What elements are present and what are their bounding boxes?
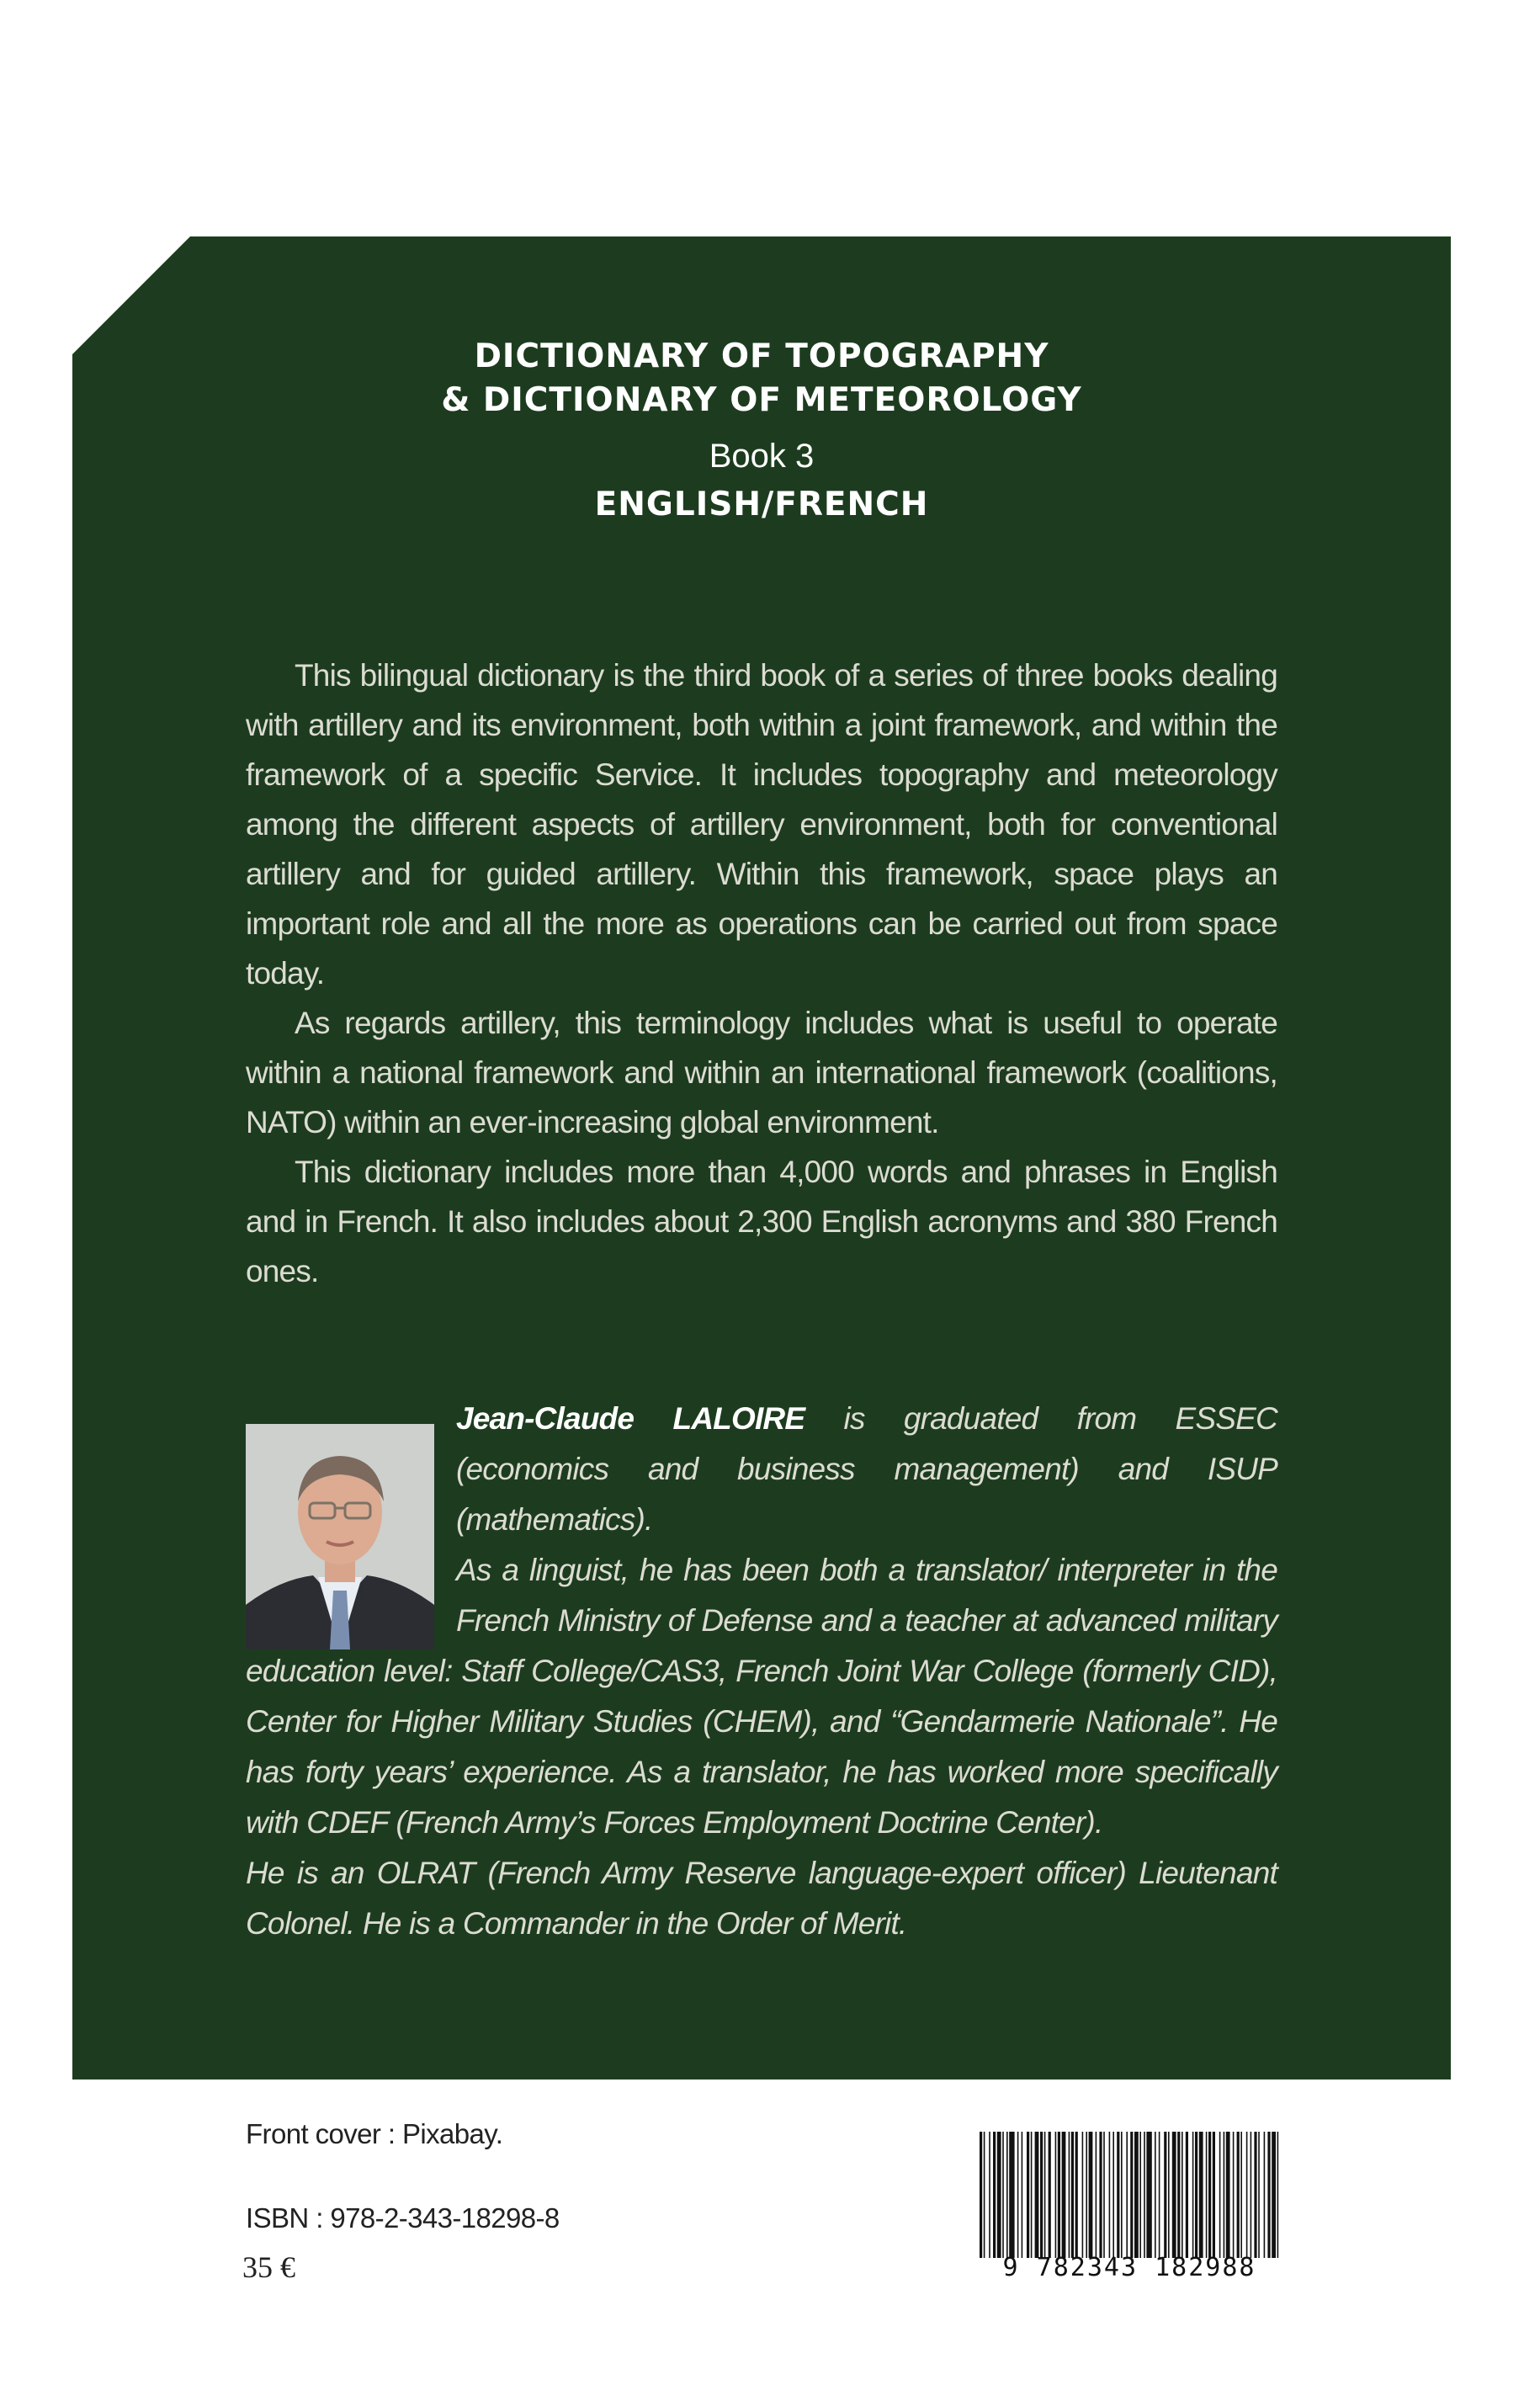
barcode-bar (1082, 2132, 1084, 2258)
barcode-bar (1277, 2132, 1279, 2258)
barcode-bar (1177, 2132, 1180, 2258)
barcode-bar (1272, 2132, 1276, 2258)
barcode-bar (1017, 2132, 1019, 2258)
barcode-bar (1113, 2132, 1114, 2258)
title-block (72, 335, 1451, 527)
barcode-bar (1086, 2132, 1087, 2258)
barcode-bar (1134, 2132, 1139, 2258)
description-paragraph-1: This bilingual dictionary is the third book of a series of three books dealing with artillery and its environment, both within a joint framework, and within the framework of a specific Service. It includes topography and meteorology among the different aspects of artillery environment, both for conventional artillery and for guided artillery. Within this framework, space plays an important role and all the more as operations can be carried out from space today. (246, 658, 1277, 991)
description (246, 651, 1277, 1296)
barcode-bar (1035, 2132, 1039, 2258)
barcode-bar (1213, 2132, 1215, 2258)
barcode-bar (1040, 2132, 1043, 2258)
barcode-bar (989, 2132, 990, 2258)
barcode-bar (1246, 2132, 1248, 2258)
barcode-bar (1224, 2132, 1225, 2258)
description-paragraph-3: This dictionary includes more than 4,000 words and phrases in English and in French. It also includes about 2,300 English acronyms and 380 French ones. (246, 1155, 1277, 1288)
barcode-bar (1186, 2132, 1188, 2258)
barcode-bar (1117, 2132, 1119, 2258)
title-line-2: & DICTIONARY OF METEOROLOGY (441, 381, 1082, 419)
barcode-bar (1049, 2132, 1051, 2258)
barcode-bar (1071, 2132, 1074, 2258)
barcode-bar (1022, 2132, 1023, 2258)
barcode-bar (1096, 2132, 1097, 2258)
author-bio-paragraph-2: As a linguist, he has been both a translator/ interpreter in the French Ministry of Defense and a teacher at advanced military education level: Staff College/CAS3, French Joint War College (formerly CID), Center for Higher Military Studies (CHEM), and “Gendarmerie Nationale”. He has forty years’ experience. As a translator, he has worked more specifically with CDEF (French Army’s Forces Employment Doctrine Center). (246, 1553, 1277, 1840)
author-name: Jean-Claude LALOIRE (456, 1401, 805, 1436)
barcode-bar (1199, 2132, 1203, 2258)
barcode-bar (1006, 2132, 1008, 2258)
barcode-bar (1009, 2132, 1014, 2258)
barcode-bar (1155, 2132, 1156, 2258)
barcode-bar (1062, 2132, 1066, 2258)
barcode-bar (1264, 2132, 1266, 2258)
barcode-bar (1233, 2132, 1235, 2258)
author-bio-paragraph-3: He is an OLRAT (French Army Reserve language-expert officer) Lieutenant Colonel. He is a Commander in the Order of Merit. (246, 1856, 1277, 1941)
barcode-bar (1055, 2132, 1057, 2258)
barcode-bar (984, 2132, 985, 2258)
barcode-bar (1226, 2132, 1230, 2258)
barcode-bar (1251, 2132, 1252, 2258)
barcode-bar (1164, 2132, 1166, 2258)
barcode-bar (1168, 2132, 1170, 2258)
barcode-bar (1159, 2132, 1160, 2258)
barcode-bar (1002, 2132, 1004, 2258)
barcode-bar (1144, 2132, 1145, 2258)
barcode-bar (1099, 2132, 1102, 2258)
barcode-bar (1195, 2132, 1197, 2258)
isbn: ISBN : 978-2-343-18298-8 (246, 2202, 560, 2234)
barcode-bar (1103, 2132, 1105, 2258)
barcode-bar (1058, 2132, 1060, 2258)
barcode-bar (997, 2132, 1001, 2258)
barcode-bar (1044, 2132, 1046, 2258)
cover-credit: Front cover : Pixabay. (246, 2118, 503, 2149)
description-paragraph-2: As regards artillery, this terminology includes what is useful to operate within a national framework and within an international framework (coalitions, NATO) within an ever-increasing global environment. (246, 1006, 1277, 1139)
book-number: Book 3 (709, 438, 815, 475)
barcode-bar (1240, 2132, 1242, 2258)
barcode-bar (1182, 2132, 1183, 2258)
barcode-bar (1219, 2132, 1221, 2258)
barcode-bar (1146, 2132, 1151, 2258)
author-bio-intro: is graduated from ESSEC (economics and business management) and ISUP (mathematics). (456, 1401, 1277, 1537)
barcode-bar (1237, 2132, 1240, 2258)
barcode-bar (1031, 2132, 1033, 2258)
barcode-digits: 9 782343 182988 (1002, 2253, 1256, 2282)
barcode (978, 2132, 1281, 2258)
barcode-bar (1109, 2132, 1111, 2258)
barcode-bar (1258, 2132, 1260, 2258)
barcode-bar (1130, 2132, 1133, 2258)
barcode-bar (993, 2132, 996, 2258)
author-bio (246, 1394, 1277, 1949)
barcode-bar (1192, 2132, 1194, 2258)
barcode-bar (1267, 2132, 1270, 2258)
barcode-bar (1206, 2132, 1208, 2258)
barcode-bar (1075, 2132, 1078, 2258)
barcode-bar (1254, 2132, 1256, 2258)
barcode-bar (1121, 2132, 1123, 2258)
barcode-bar (1089, 2132, 1093, 2258)
language-pair: ENGLISH/FRENCH (594, 486, 929, 523)
barcode-bar (1069, 2132, 1070, 2258)
barcode-bar (980, 2132, 982, 2258)
barcode-bar (1208, 2132, 1211, 2258)
barcode-bar (1139, 2132, 1141, 2258)
barcode-bar (1172, 2132, 1176, 2258)
price: 35 € (242, 2250, 295, 2284)
barcode-bar (1126, 2132, 1128, 2258)
barcode-bar (1027, 2132, 1029, 2258)
title-line-1: DICTIONARY OF TOPOGRAPHY (474, 337, 1049, 375)
